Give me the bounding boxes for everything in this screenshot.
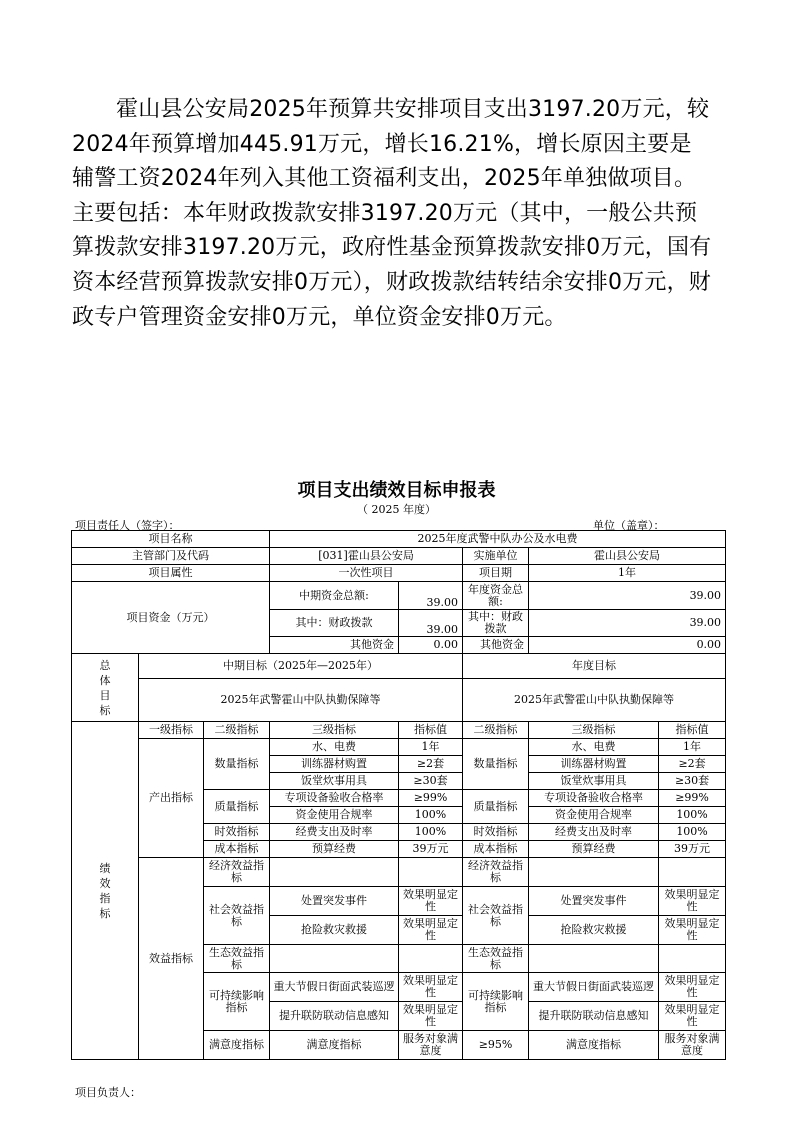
social-value-emergency: 效果明显定性 <box>399 887 463 916</box>
cost-value-right: 39万元 <box>659 841 726 858</box>
cost-item-right: 预算经费 <box>529 841 659 858</box>
quantity-value-kitchen-right: ≥30套 <box>659 773 726 790</box>
quality-value-compliance: 100% <box>399 807 463 824</box>
quality-item-acceptance: 专项设备验收合格率 <box>270 790 399 807</box>
ecological-indicator-label-right: 生态效益指标 <box>463 945 529 973</box>
mid-other-label: 其他资金 <box>270 637 399 654</box>
year-goal-label: 年度目标 <box>463 654 726 679</box>
output-indicator-label: 产出指标 <box>139 739 204 858</box>
sustain-value-linkage: 效果明显定性 <box>399 1002 463 1031</box>
quality-value-acceptance-right: ≥99% <box>659 790 726 807</box>
social-value-rescue-right: 效果明显定性 <box>659 916 726 945</box>
dept-label: 主管部门及代码 <box>72 548 270 565</box>
economic-item-empty <box>270 858 399 887</box>
project-leader-label: 项目负责人： <box>75 1086 141 1099</box>
perf-indicator-label: 绩效指标 <box>72 722 139 1060</box>
form-title: 项目支出绩效目标申报表 <box>297 480 496 501</box>
project-name-value: 2025年度武警中队办公及水电费 <box>270 531 726 548</box>
overall-goal-label: 总体目标 <box>72 654 139 722</box>
impl-unit-value: 霍山县公安局 <box>529 548 726 565</box>
sustain-item-linkage: 提升联防联动信息感知 <box>270 1002 399 1031</box>
project-name-label: 项目名称 <box>72 531 270 548</box>
mid-goal-value: 2025年武警霍山中队执勤保障等 <box>139 679 463 722</box>
year-other-value: 0.00 <box>529 637 726 654</box>
quantity-item-equipment-right: 训练器材购置 <box>529 756 659 773</box>
sustain-indicator-label-right: 可持续影响指标 <box>463 973 529 1031</box>
project-period-label: 项目期 <box>463 565 529 582</box>
sustain-indicator-label: 可持续影响指标 <box>204 973 270 1031</box>
unit-seal-label: 单位（盖章）： <box>593 519 665 532</box>
year-total-value: 39.00 <box>529 582 726 610</box>
quantity-value-kitchen: ≥30套 <box>399 773 463 790</box>
quantity-value-water: 1年 <box>399 739 463 756</box>
project-attr-value: 一次性项目 <box>270 565 463 582</box>
col-level3-header: 三级指标 <box>270 722 399 739</box>
satisfaction-l1-label: 满意度指标 <box>204 1031 270 1060</box>
mid-other-value: 0.00 <box>399 637 463 654</box>
sustain-value-linkage-right: 效果明显定性 <box>659 1002 726 1031</box>
quality-item-compliance: 资金使用合规率 <box>270 807 399 824</box>
quality-value-compliance-right: 100% <box>659 807 726 824</box>
economic-value-empty <box>399 858 463 887</box>
cost-indicator-label: 成本指标 <box>204 841 270 858</box>
cost-indicator-label-right: 成本指标 <box>463 841 529 858</box>
economic-indicator-label: 经济效益指标 <box>204 858 270 887</box>
quality-item-compliance-right: 资金使用合规率 <box>529 807 659 824</box>
social-item-rescue: 抢险救灾救援 <box>270 916 399 945</box>
quality-value-acceptance: ≥99% <box>399 790 463 807</box>
quantity-indicator-label-right: 数量指标 <box>463 739 529 790</box>
ecological-item-empty-right <box>529 945 659 973</box>
social-item-rescue-right: 抢险救灾救援 <box>529 916 659 945</box>
cost-item: 预算经费 <box>270 841 399 858</box>
quantity-item-kitchen-right: 饭堂炊事用具 <box>529 773 659 790</box>
year-fiscal-value: 39.00 <box>529 610 726 637</box>
quantity-item-water: 水、电费 <box>270 739 399 756</box>
social-item-emergency: 处置突发事件 <box>270 887 399 916</box>
timeliness-value-right: 100% <box>659 824 726 841</box>
ecological-item-empty <box>270 945 399 973</box>
timeliness-value: 100% <box>399 824 463 841</box>
satisfaction-l2-label-right: 满意度指标 <box>529 1031 659 1060</box>
col-level1-header: 一级指标 <box>139 722 204 739</box>
social-indicator-label: 社会效益指标 <box>204 887 270 945</box>
economic-item-empty-right <box>529 858 659 887</box>
col-value-header: 指标值 <box>399 722 463 739</box>
sustain-item-patrol: 重大节假日街面武装巡逻 <box>270 973 399 1002</box>
mid-fiscal-label: 其中：财政拨款 <box>270 610 399 637</box>
project-attr-label: 项目属性 <box>72 565 270 582</box>
year-fiscal-label: 其中：财政拨款 <box>463 610 529 637</box>
quantity-value-equipment-right: ≥2套 <box>659 756 726 773</box>
sustain-value-patrol: 效果明显定性 <box>399 973 463 1002</box>
satisfaction-item-right: 服务对象满意度 <box>659 1031 726 1060</box>
col-value-header-right: 指标值 <box>659 722 726 739</box>
ecological-indicator-label: 生态效益指标 <box>204 945 270 973</box>
ecological-value-empty-right <box>659 945 726 973</box>
economic-indicator-label-right: 经济效益指标 <box>463 858 529 887</box>
dept-value: [031]霍山县公安局 <box>270 548 463 565</box>
sustain-item-patrol-right: 重大节假日街面武装巡逻 <box>529 973 659 1002</box>
quantity-item-kitchen: 饭堂炊事用具 <box>270 773 399 790</box>
col-level2-header: 二级指标 <box>204 722 270 739</box>
timeliness-item-right: 经费支出及时率 <box>529 824 659 841</box>
benefit-indicator-label: 效益指标 <box>139 858 204 1060</box>
quantity-value-water-right: 1年 <box>659 739 726 756</box>
project-period-value: 1年 <box>529 565 726 582</box>
social-value-emergency-right: 效果明显定性 <box>659 887 726 916</box>
quantity-value-equipment: ≥2套 <box>399 756 463 773</box>
year-other-label: 其他资金 <box>463 637 529 654</box>
performance-table <box>71 530 726 1060</box>
quality-indicator-label: 质量指标 <box>204 790 270 824</box>
year-goal-value: 2025年武警霍山中队执勤保障等 <box>463 679 726 722</box>
quantity-item-equipment: 训练器材购置 <box>270 756 399 773</box>
quantity-indicator-label: 数量指标 <box>204 739 270 790</box>
mid-total-label: 中期资金总额: <box>270 582 399 610</box>
satisfaction-l2-label: 满意度指标 <box>270 1031 399 1060</box>
quantity-item-water-right: 水、电费 <box>529 739 659 756</box>
quality-indicator-label-right: 质量指标 <box>463 790 529 824</box>
ecological-value-empty <box>399 945 463 973</box>
social-value-rescue: 效果明显定性 <box>399 916 463 945</box>
mid-goal-label: 中期目标（2025年—2025年） <box>139 654 463 679</box>
form-year: （ 2025 年度） <box>357 503 436 516</box>
col-level3-header-right: 三级指标 <box>529 722 659 739</box>
satisfaction-item: 服务对象满意度 <box>399 1031 463 1060</box>
satisfaction-value: ≥95% <box>463 1031 529 1060</box>
social-indicator-label-right: 社会效益指标 <box>463 887 529 945</box>
quality-item-acceptance-right: 专项设备验收合格率 <box>529 790 659 807</box>
responsible-sign-label: 项目责任人（签字）： <box>75 519 180 532</box>
social-item-emergency-right: 处置突发事件 <box>529 887 659 916</box>
sustain-item-linkage-right: 提升联防联动信息感知 <box>529 1002 659 1031</box>
timeliness-item: 经费支出及时率 <box>270 824 399 841</box>
economic-value-empty-right <box>659 858 726 887</box>
mid-total-value: 39.00 <box>399 582 463 610</box>
timeliness-indicator-label: 时效指标 <box>204 824 270 841</box>
mid-fiscal-value: 39.00 <box>399 610 463 637</box>
project-funds-label: 项目资金（万元） <box>72 582 270 654</box>
cost-value: 39万元 <box>399 841 463 858</box>
sustain-value-patrol-right: 效果明显定性 <box>659 973 726 1002</box>
impl-unit-label: 实施单位 <box>463 548 529 565</box>
timeliness-indicator-label-right: 时效指标 <box>463 824 529 841</box>
budget-paragraph: 霍山县公安局2025年预算共安排项目支出3197.20万元，较2024年预算增加445.91万元，增长16.21%，增长原因主要是辅警工资2024年列入其他工资福利支出，2025年单独做项目。主要包括：本年财政拨款安排3197.20万元（其中，一般公共预算拨款安排3197.20万元，政府性基金预算拨款安排0万元，国有资本经营预算拨款安排0万元），财政拨款结转结余安排0万元，财政专户管理资金安排0万元，单位资金安排0万元。 <box>72 97 712 330</box>
col-level2-header-right: 二级指标 <box>463 722 529 739</box>
year-total-label: 年度资金总额: <box>463 582 529 610</box>
